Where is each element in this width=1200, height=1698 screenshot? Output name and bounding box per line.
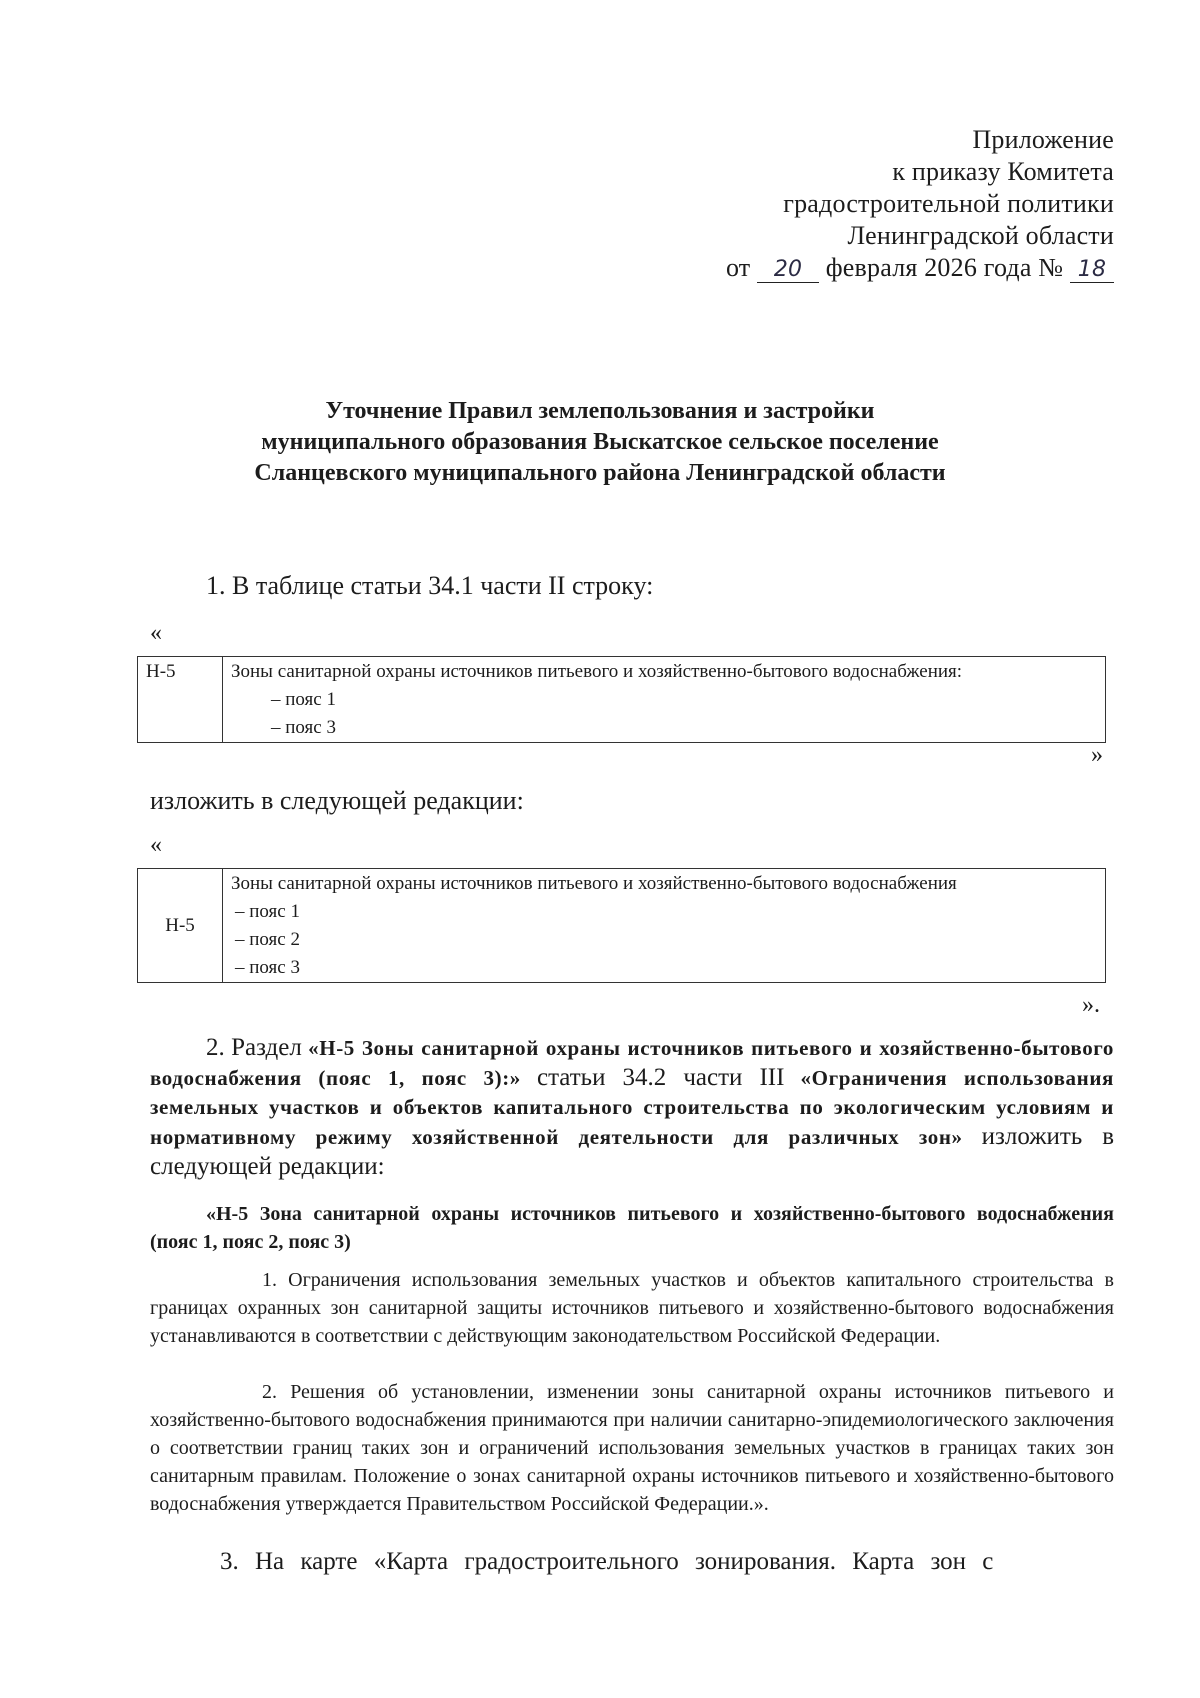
old-row-content [223,657,1106,743]
title-line-2: муниципального образования Выскатское сельское поселение [261,429,939,455]
new-row-table [137,868,1106,983]
handwritten-day: 20 [757,258,819,283]
list-item: – пояс 3 [271,717,336,738]
handwritten-number: 18 [1070,258,1114,283]
transition-text: изложить в следующей редакции: [150,786,524,815]
list-item: – пояс 3 [235,957,300,978]
zone-heading: «Н-5 Зона санитарной охраны источников питьевого и хозяйственно-бытового водоснабжения (пояс 1, пояс 2, пояс 3) [150,1203,1114,1253]
item-2-lead: Раздел [231,1034,302,1061]
date-rest: февраля 2026 года [825,253,1032,282]
open-quote-2: « [150,832,162,858]
table-row [138,869,1106,983]
appendix-header [726,124,1114,284]
appendix-line-2: к приказу Комитета [892,157,1114,186]
new-row-name: Зоны санитарной охраны источников питьевого и хозяйственно-бытового водоснабжения [231,873,957,894]
table-row [138,657,1106,743]
item-2-bold-title: «Ограничения использования земельных участков и объектов капитального строительства по экологическим условиям и нормативному режиму хозяйственной деятельности для различных зон» [150,1066,1115,1149]
item-3-text: 3. На карте «Карта градостроительного зонирования. Карта зон с [220,1548,994,1575]
new-row-code: Н-5 [138,869,223,983]
close-quote-2: ». [1082,992,1100,1018]
appendix-line-4: Ленинградской области [847,221,1114,250]
item-2-tail: изложить в следующей редакции: [150,1123,1114,1180]
open-quote-1: « [150,620,162,646]
order-date-line [726,252,1114,284]
old-row-code: Н-5 [138,657,223,743]
title-line-1: Уточнение Правил землепользования и застройки [325,398,875,424]
item-2-mid: статьи 34.2 части III [536,1064,785,1091]
zone-point-1: 1. Ограничения использования земельных участков и объектов капитального строительства в границах охранных зон санитарной защиты источников питьевого и хозяйственно-бытового водоснабжения устанавливаются в соответствии с действующим законодательством Российской Федерации. [150,1269,1114,1347]
number-sign: № [1038,253,1064,282]
appendix-line-1: Приложение [972,125,1114,154]
close-quote-1: » [1091,742,1103,768]
list-item: – пояс 2 [235,929,300,950]
item-2-bold-section: «Н-5 Зоны санитарной охраны источников питьевого и хозяйственно-бытового водоснабжения (пояс 1, пояс 3):» [150,1036,1115,1090]
list-item: – пояс 1 [235,901,300,922]
title-line-3: Сланцевского муниципального района Ленинградской области [254,460,946,486]
list-item: – пояс 1 [271,689,336,710]
document-title [120,396,1080,489]
old-row-table [137,656,1106,743]
item-1-text: 1. В таблице статьи 34.1 части II строку: [206,571,654,600]
new-row-content [223,869,1106,983]
appendix-line-3: градостроительной политики [783,189,1114,218]
zone-point-2: 2. Решения об установлении, изменении зоны санитарной охраны источников питьевого и хозяйственно-бытового водоснабжения принимаются при наличии санитарно-эпидемиологического заключения о соответствии границ таких зон и ограничений использования земельных участков в границах таких зон санитарным правилам. Положение о зонах санитарной охраны источников питьевого и хозяйственно-бытового водоснабжения утверждается Правительством Российской Федерации.». [150,1381,1114,1515]
date-prefix: от [725,253,751,282]
old-row-name: Зоны санитарной охраны источников питьевого и хозяйственно-бытового водоснабжения: [231,661,963,682]
item-2-paragraph [150,1033,1114,1182]
item-2-number: 2. [206,1034,225,1061]
